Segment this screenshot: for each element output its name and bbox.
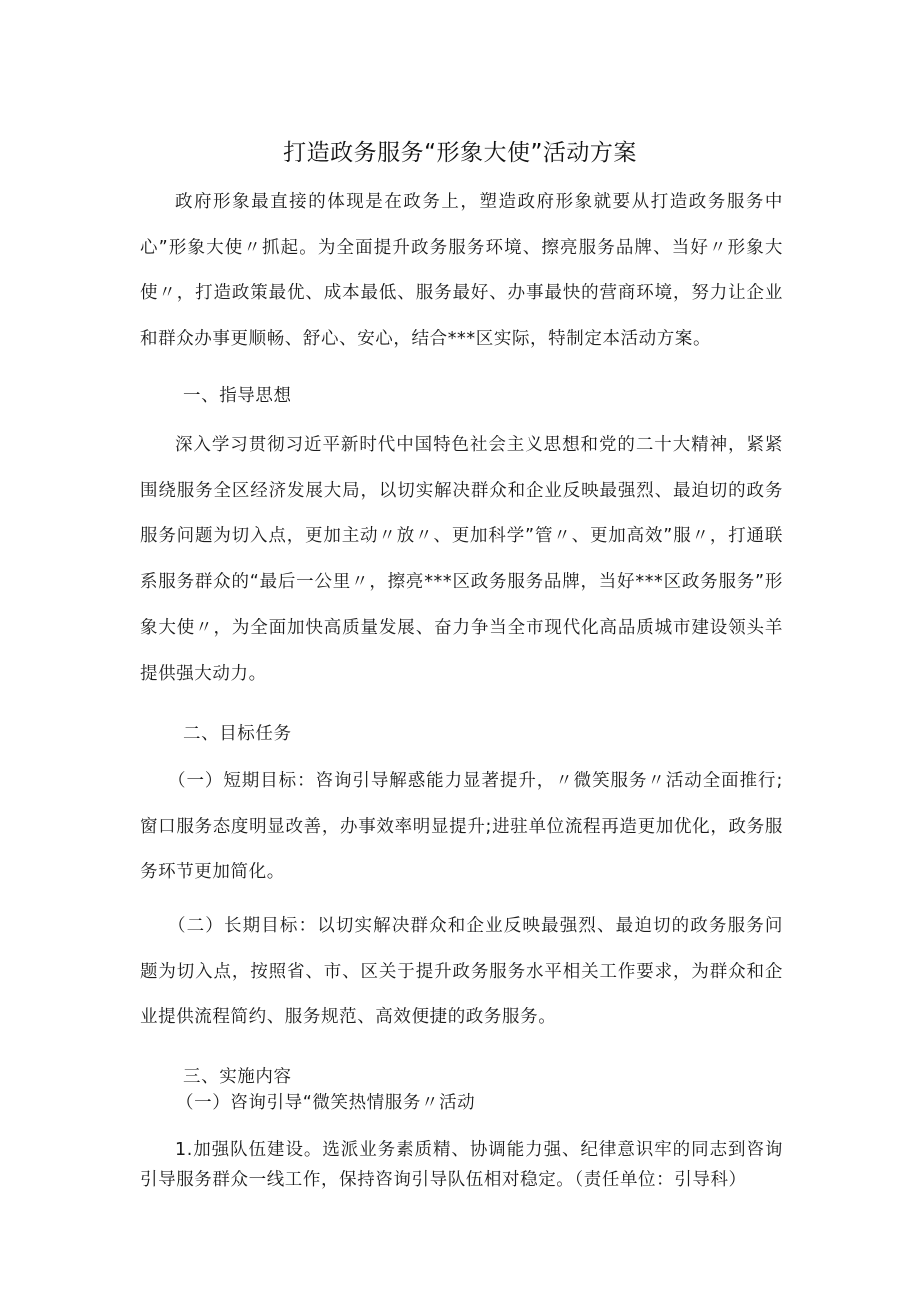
item-1-paragraph: 1.加强队伍建设。选派业务素质精、协调能力强、纪律意识牢的同志到咨询引导服务群众一线工作，保持咨询引导队伍相对稳定。（责任单位：引导科） [140, 1140, 783, 1190]
section-3-heading: 三、实施内容 [183, 1067, 292, 1087]
section-1-body: 深入学习贯彻习近平新时代中国特色社会主义思想和党的二十大精神，紧紧围绕服务全区经济发展大局，以切实解决群众和企业反映最强烈、最迫切的政务服务问题为切入点，更加主动〃放〃、更加科学”管〃、更加高效”服〃，打通联系服务群众的“最后一公里〃，擦亮***区政务服务品牌，当好***区政务服务”形象大使〃，为全面加快高质量发展、奋力争当全市现代化高品质城市建设领头羊提供强大动力。 [140, 435, 783, 684]
document-title: 打造政务服务“形象大使”活动方案 [283, 140, 637, 166]
short-term-goal: （一）短期目标：咨询引导解惑能力显著提升，〃微笑服务〃活动全面推行;窗口服务态度明显改善，办事效率明显提升;进驻单位流程再造更加优化，政务服务环节更加简化。 [140, 771, 783, 883]
section-3-subheading: （一）咨询引导“微笑热情服务〃活动 [176, 1093, 476, 1113]
intro-paragraph: 政府形象最直接的体现是在政务上，塑造政府形象就要从打造政务服务中心”形象大使〃抓起。为全面提升政务服务环境、擦亮服务品牌、当好〃形象大使〃，打造政策最优、成本最低、服务最好、办事最快的营商环境，努力让企业和群众办事更顺畅、舒心、安心，结合***区实际，特制定本活动方案。 [140, 192, 783, 350]
long-term-goal: （二）长期目标：以切实解决群众和企业反映最强烈、最迫切的政务服务问题为切入点，按照省、市、区关于提升政务服务水平相关工作要求，为群众和企业提供流程简约、服务规范、高效便捷的政务服务。 [140, 916, 783, 1028]
section-1-heading: 一、指导思想 [183, 386, 292, 406]
section-2-heading: 二、目标任务 [183, 724, 292, 744]
